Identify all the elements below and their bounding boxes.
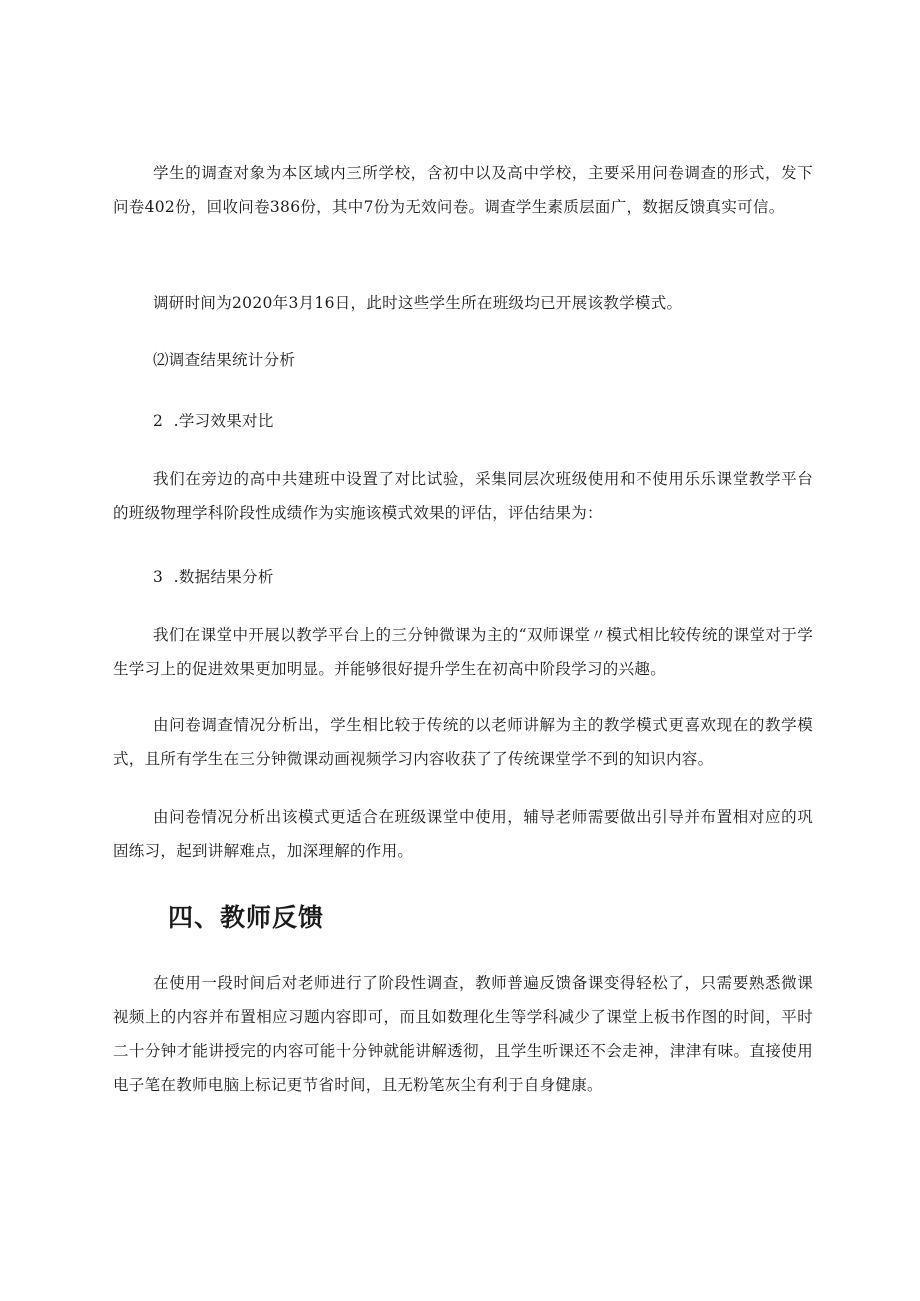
paragraph-survey-subjects: 学生的调查对象为本区域内三所学校，含初中以及高中学校，主要采用问卷调查的形式，发下问卷402份，回收问卷386份，其中7份为无效问卷。调查学生素质层面广，数据反馈真实可信。: [113, 164, 813, 216]
paragraph-survey-date: 调研时间为2020年3月16日，此时这些学生所在班级均已开展该教学模式。: [153, 294, 683, 312]
paragraph-dual-teacher: 我们在课堂中开展以教学平台上的三分钟微课为主的“双师课堂〃模式相比较传统的课堂对于学生学习上的促进效果更加明显。并能够很好提升学生在初高中阶段学习的兴趣。: [113, 626, 813, 678]
subheading-data-analysis: 3 .数据结果分析: [153, 568, 274, 586]
subheading-learning-effect: 2 .学习效果对比: [153, 412, 274, 430]
subheading-statistics: ⑵调查结果统计分析: [153, 351, 296, 369]
paragraph-mode-suitability: 由问卷情况分析出该模式更适合在班级课堂中使用，辅导老师需要做出引导并布置相对应的巩固练习，起到讲解难点，加深理解的作用。: [113, 808, 813, 860]
section-heading-teacher-feedback: 四、教师反馈: [168, 903, 325, 932]
paragraph-comparison-experiment: 我们在旁边的高中共建班中设置了对比试验，采集同层次班级使用和不使用乐乐课堂教学平台的班级物理学科阶段性成绩作为实施该模式效果的评估，评估结果为：: [113, 470, 813, 522]
paragraph-teacher-feedback: 在使用一段时间后对老师进行了阶段性调查，教师普遍反馈备课变得轻松了，只需要熟悉微课视频上的内容并布置相应习题内容即可，而且如数理化生等学科减少了课堂上板书作图的时间，平时二十分钟才能讲授完的内容可能十分钟就能讲解透彻，且学生听课还不会走神，津津有味。直接使用电子笔在教师电脑上标记更节省时间，且无粉笔灰尘有利于自身健康。: [113, 974, 813, 1094]
paragraph-questionnaire-analysis: 由问卷调查情况分析出，学生相比较于传统的以老师讲解为主的教学模式更喜欢现在的教学模式，且所有学生在三分钟微课动画视频学习内容收获了了传统课堂学不到的知识内容。: [113, 716, 813, 768]
